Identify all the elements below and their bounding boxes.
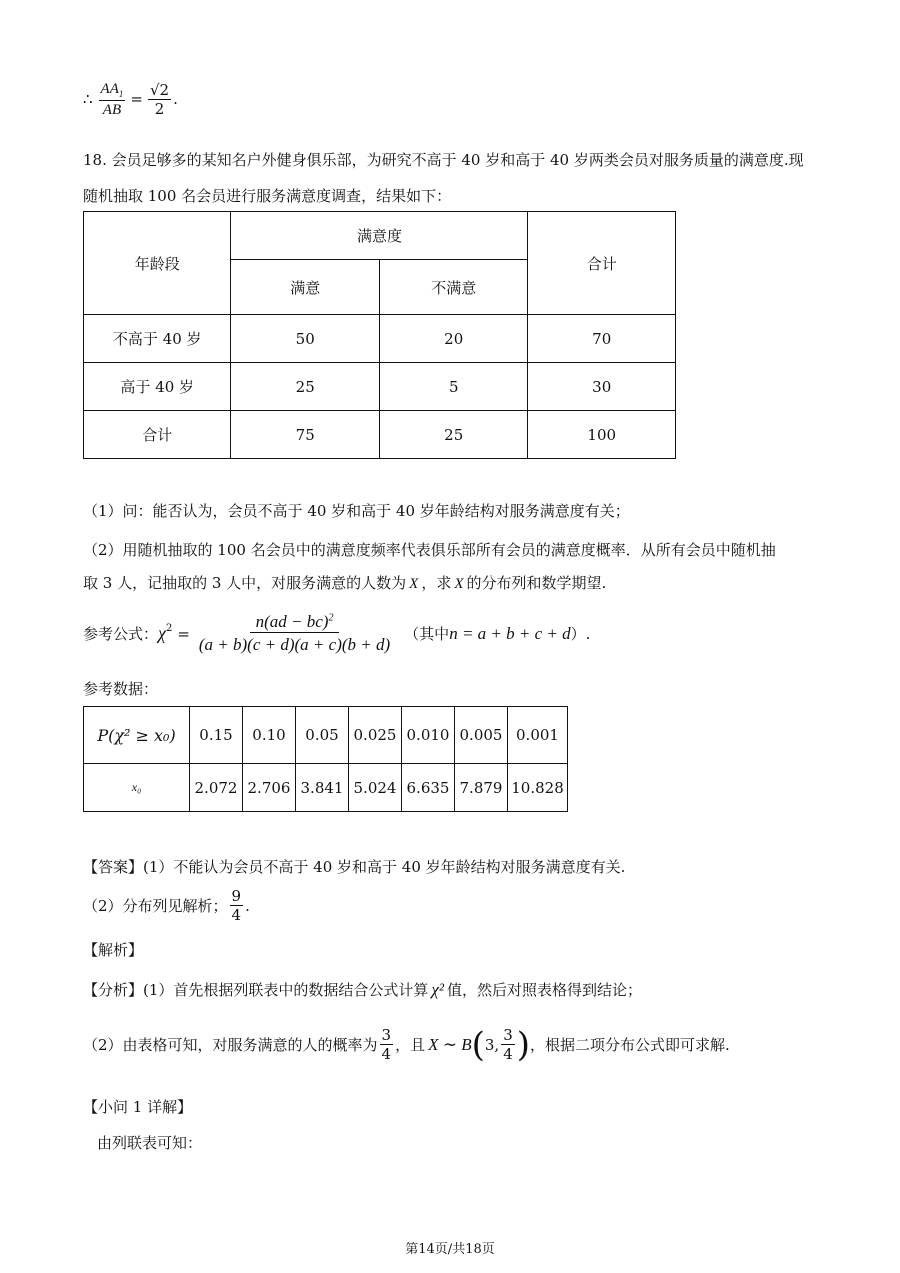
ratio-result: ∴ $\frac{AA_1}{AB}$ = $\frac{√2}{2}$ . xyxy=(83,80,178,118)
table-row: 合计 75 25 100 xyxy=(84,411,676,459)
expectation-fraction: $\frac{9}{4}$ xyxy=(231,887,242,924)
detail-line: 由列联表可知： xyxy=(97,1134,203,1152)
total-header: 合计 xyxy=(528,212,676,315)
answer-1: 【答案】(1）不能认为会员不高于 40 岁和高于 40 岁年龄结构对服务满意度有关. xyxy=(83,858,626,876)
question-2-line2: 取 3 人，记抽取的 3 人中，对服务满意的人数为 X ，求 X 的分布列和数学期望. xyxy=(83,574,607,592)
satisfied-header: 满意 xyxy=(231,260,379,315)
survey-table xyxy=(83,211,676,459)
critical-value-table: P(χ² ≥ x₀) 0.15 0.10 0.05 0.025 0.010 0.005 0.001 x₀ 2.072 2.706 3.841 5.024 6.635 7.879 10.828 xyxy=(83,706,568,812)
unsatisfied-header: 不满意 xyxy=(379,260,527,315)
x0-header: x₀ xyxy=(84,764,190,812)
age-header: 年龄段 xyxy=(84,212,231,315)
ratio-fraction: $\frac{AA_1}{AB}$ xyxy=(100,81,124,118)
reference-formula: 参考公式： χ $^2$ = $\frac{n(ad - bc)^2}{(a + b)(c + d)(a + c)(b + d)}$ （其中 n = a + b + c + d ）. xyxy=(83,612,591,655)
chi-square-fraction: $\frac{n(ad - bc)^2}{(a + b)(c + d)(a + c)(b + d)}$ xyxy=(198,612,391,655)
sqrt2-over-2: $\frac{√2}{2}$ xyxy=(149,80,170,118)
reference-data-label: 参考数据： xyxy=(83,680,159,698)
question-2-line1: （2）用随机抽取的 100 名会员中的满意度频率代表俱乐部所有会员的满意度概率．从所有会员中随机抽 xyxy=(83,541,776,559)
probability-fraction: $\frac{3}{4}$ xyxy=(381,1026,392,1063)
problem-intro-line2: 随机抽取 100 名会员进行服务满意度调查，结果如下： xyxy=(83,187,452,205)
analysis-label: 【解析】 xyxy=(83,941,144,959)
analysis-part2: （2）由表格可知，对服务满意的人的概率为 $\frac{3}{4}$ ，且 X ∼ B ( 3, $\frac{3}{4}$ ) ，根据二项分布公式即可求解. xyxy=(83,1024,730,1065)
answer-2: （2）分布列见解析； $\frac{9}{4}$ . xyxy=(83,887,250,924)
analysis-part1: 【分析】(1）首先根据列联表中的数据结合公式计算 χ² 值，然后对照表格得到结论； xyxy=(83,980,642,999)
question-1: （1）问：能否认为，会员不高于 40 岁和高于 40 岁年龄结构对服务满意度有关； xyxy=(83,502,630,520)
table-row: 高于 40 岁 25 5 30 xyxy=(84,363,676,411)
probability-header: P(χ² ≥ x₀) xyxy=(84,707,190,764)
problem-intro-line1: 18. 会员足够多的某知名户外健身俱乐部，为研究不高于 40 岁和高于 40 岁两类会员对服务质量的满意度.现 xyxy=(83,151,804,169)
detail-header: 【小问 1 详解】 xyxy=(83,1098,193,1116)
page-footer: 第14页/共18页 xyxy=(405,1242,495,1257)
therefore-symbol: ∴ xyxy=(83,90,93,109)
satisfaction-header: 满意度 xyxy=(231,212,528,260)
table-row: 不高于 40 岁 50 20 70 xyxy=(84,315,676,363)
